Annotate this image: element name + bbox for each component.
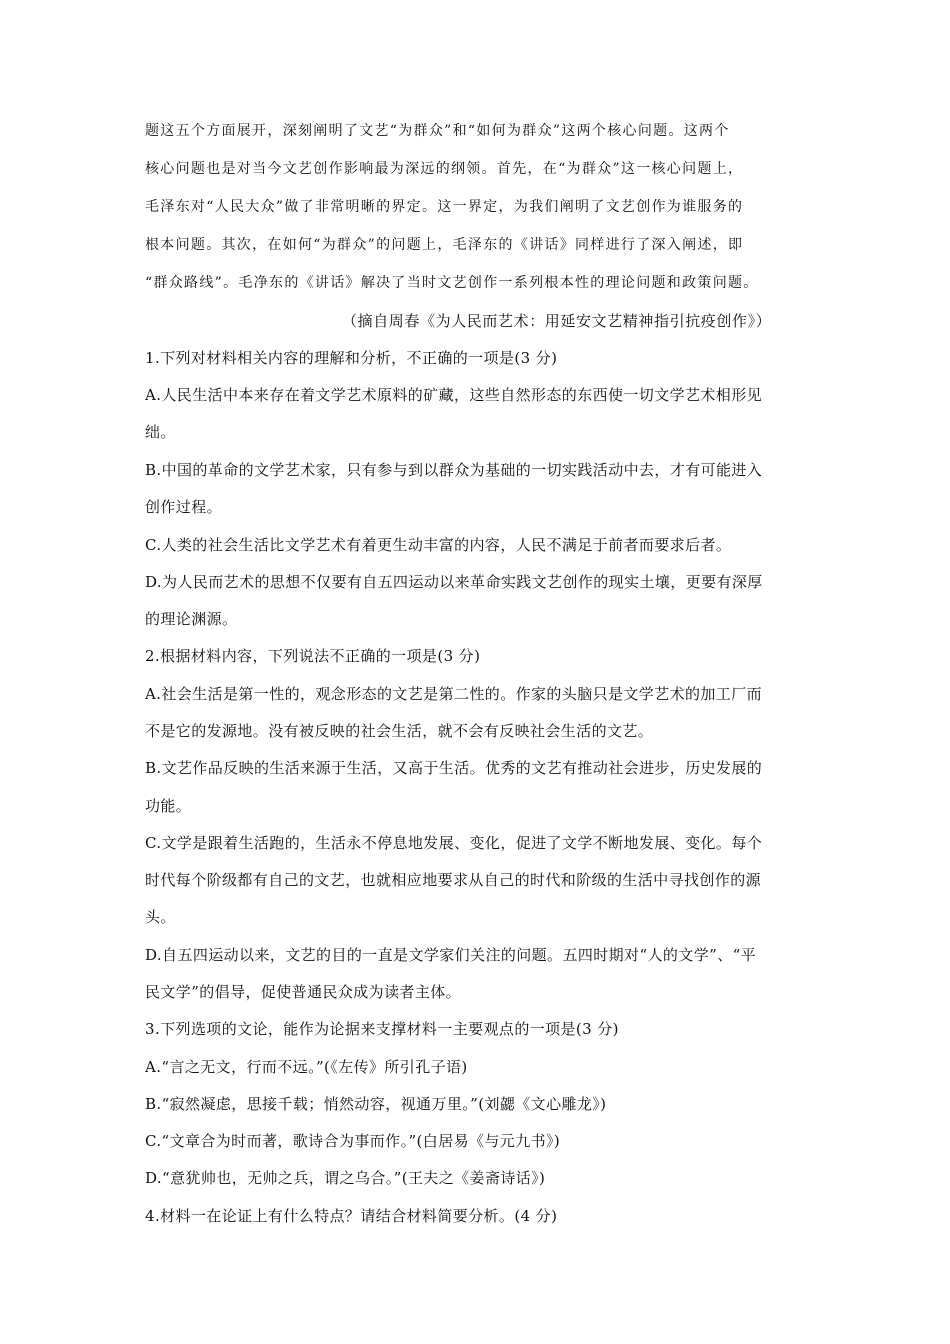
option-line: C.人类的社会生活比文学艺术有着更生动丰富的内容，人民不满足于前者而要求后者。 xyxy=(145,536,732,554)
option-line: 时代每个阶级都有自己的文艺，也就相应地要求从自己的时代和阶级的生活中寻找创作的源 xyxy=(145,871,762,889)
option-line: B.文艺作品反映的生活来源于生活，又高于生活。优秀的文艺有推动社会进步，历史发展的 xyxy=(145,759,763,777)
question-stem: 2.根据材料内容，下列说法不正确的一项是(3 分) xyxy=(145,647,481,665)
option-line: A.人民生活中本来存在着文学艺术原料的矿藏，这些自然形态的东西使一切文学艺术相形见 xyxy=(145,386,763,404)
question-stem: 3.下列选项的文论，能作为论据来支撑材料一主要观点的一项是(3 分) xyxy=(145,1020,619,1038)
option-line: 民文学”的倡导，促使普通民众成为读者主体。 xyxy=(145,983,462,1001)
option-line: B.“寂然凝虑，思接千载；悄然动容，视通万里。”(刘勰《文心雕龙》) xyxy=(145,1095,607,1113)
question-stem: 1.下列对材料相关内容的理解和分析，不正确的一项是(3 分) xyxy=(145,349,558,367)
option-line: D.自五四运动以来，文艺的目的一直是文学家们关注的问题。五四时期对“人的文学”、“平 xyxy=(145,946,757,964)
option-line: 不是它的发源地。没有被反映的社会生活，就不会有反映社会生活的文艺。 xyxy=(145,722,654,740)
passage-source: （摘自周春《为人民而艺术：用延安文艺精神指引抗疫创作》） xyxy=(342,312,772,330)
option-line: 创作过程。 xyxy=(145,498,223,516)
passage-line: 根本问题。其次，在如何“为群众”的问题上，毛泽东的《讲话》同样进行了深入阐述，即 xyxy=(145,237,744,253)
option-line: A.社会生活是第一性的，观念形态的文艺是第二性的。作家的头脑只是文学艺术的加工厂而 xyxy=(145,685,763,703)
option-line: C.“文章合为时而著，歌诗合为事而作。”(白居易《与元九书》) xyxy=(145,1132,561,1150)
option-line: 功能。 xyxy=(145,797,192,815)
option-line: 头。 xyxy=(145,908,176,926)
option-line: D.“意犹帅也，无帅之兵，谓之乌合。”(王夫之《姜斋诗话》) xyxy=(145,1169,546,1187)
option-line: A.“言之无文，行而不远。”(《左传》所引孔子语) xyxy=(145,1058,468,1076)
passage-line: “群众路线”。毛净东的《讲话》解决了当时文艺创作一系列根本性的理论问题和政策问题。 xyxy=(145,275,759,291)
option-line: D.为人民而艺术的思想不仅要有自五四运动以来革命实践文艺创作的现实土壤，更要有深厚 xyxy=(145,573,763,591)
passage-line: 题这五个方面展开，深刻阐明了文艺“为群众”和“如何为群众”这两个核心问题。这两个 xyxy=(145,123,730,139)
option-line: B.中国的革命的文学艺术家，只有参与到以群众为基础的一切实践活动中去，才有可能进入 xyxy=(145,461,763,479)
option-line: 绌。 xyxy=(145,423,176,441)
option-line: 的理论渊源。 xyxy=(145,610,238,628)
passage-line: 核心问题也是对当今文艺创作影响最为深远的纲领。首先，在“为群众”这一核心问题上， xyxy=(145,161,744,177)
question-stem: 4.材料一在论证上有什么特点？请结合材料简要分析。(4 分) xyxy=(145,1207,558,1225)
option-line: C.文学是跟着生活跑的，生活永不停息地发展、变化，促进了文学不断地发展、变化。每个 xyxy=(145,834,763,852)
passage-line: 毛泽东对“人民大众”做了非常明晰的界定。这一界定，为我们阐明了文艺创作为谁服务的 xyxy=(145,199,744,215)
